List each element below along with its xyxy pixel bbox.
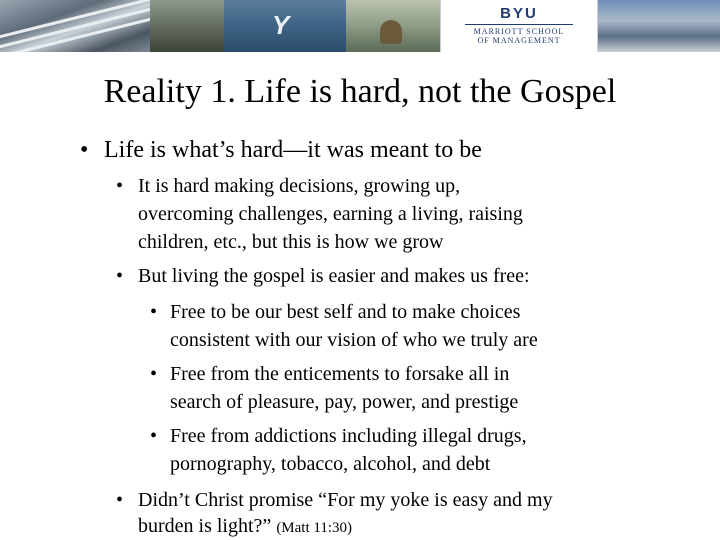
bullet-1-2-1-line-2: consistent with our vision of who we truly are bbox=[170, 329, 538, 351]
bullet-1-2-2-line-2: search of pleasure, pay, power, and prestige bbox=[170, 391, 519, 413]
banner-photo-4 bbox=[346, 0, 440, 52]
banner-photo-3: Y bbox=[224, 0, 346, 52]
bullet-1-2-1-line-1: Free to be our best self and to make choices bbox=[170, 301, 521, 323]
bullet-1-3-line-2-text: burden is light?” bbox=[138, 515, 272, 537]
bullet-1-text: Life is what’s hard—it was meant to be bbox=[104, 137, 482, 163]
byu-logo: BYU MARRIOTT SCHOOL OF MANAGEMENT bbox=[440, 0, 598, 52]
bullet-1-2-2-line-1: Free from the enticements to forsake all in bbox=[170, 363, 510, 385]
bullet-1-1-line-3: children, etc., but this is how we grow bbox=[138, 231, 444, 253]
bullet-1-1-line-2: overcoming challenges, earning a living, raising bbox=[138, 203, 523, 225]
bullet-1-2-1-marker: • bbox=[150, 301, 158, 323]
bullet-1-3-line-1: Didn’t Christ promise “For my yoke is easy and my bbox=[138, 489, 553, 511]
bullet-1-2-3-line-1: Free from addictions including illegal drugs, bbox=[170, 425, 527, 447]
bullet-1-3-line-2 bbox=[138, 514, 352, 540]
bullet-1-1-marker: • bbox=[116, 175, 124, 197]
bullet-1-1-line-1: It is hard making decisions, growing up, bbox=[138, 175, 461, 197]
bullet-1-2-text: But living the gospel is easier and makes us free: bbox=[138, 265, 530, 287]
scripture-reference: (Matt 11:30) bbox=[276, 520, 352, 536]
banner-photo-2 bbox=[150, 0, 224, 52]
bullet-1-2-3-line-2: pornography, tobacco, alcohol, and debt bbox=[170, 453, 491, 475]
header-banner bbox=[0, 0, 720, 52]
banner-photo-1 bbox=[0, 0, 150, 52]
banner-photo-5 bbox=[598, 0, 720, 52]
bullet-1-2-3-marker: • bbox=[150, 425, 158, 447]
bullet-1-2-2-marker: • bbox=[150, 363, 158, 385]
bullet-1-3-marker: • bbox=[116, 489, 124, 511]
bell-icon bbox=[380, 20, 402, 44]
bullet-1-2-marker: • bbox=[116, 265, 124, 287]
bullet-1-marker: • bbox=[80, 137, 89, 163]
slide-title: Reality 1. Life is hard, not the Gospel bbox=[103, 73, 617, 110]
